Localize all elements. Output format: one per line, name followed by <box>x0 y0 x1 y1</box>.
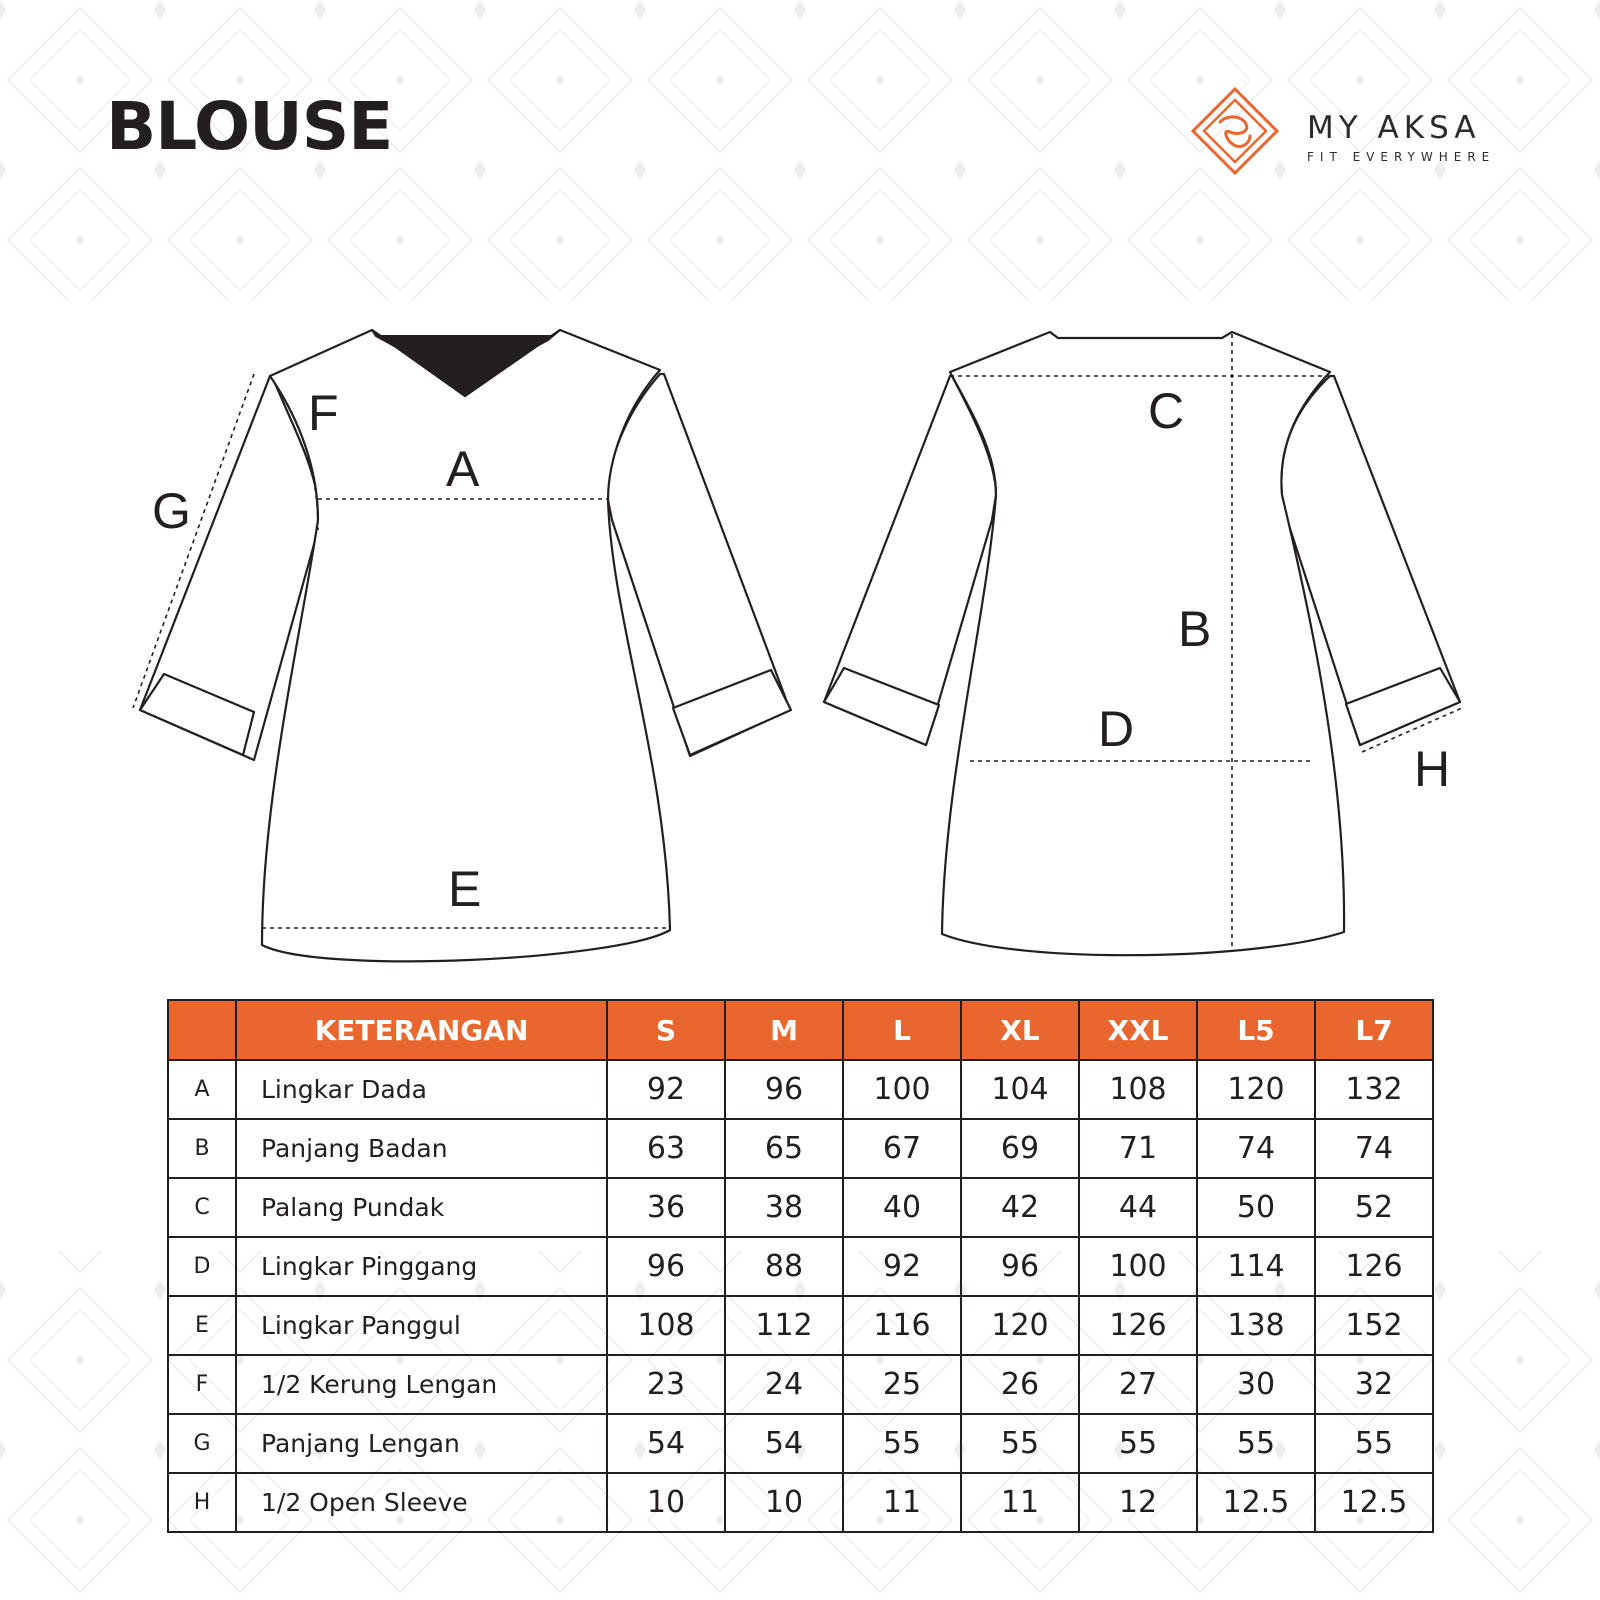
row-code: G <box>168 1414 236 1473</box>
row-value: 54 <box>725 1414 843 1473</box>
row-value: 23 <box>607 1355 725 1414</box>
row-value: 74 <box>1197 1119 1315 1178</box>
row-value: 114 <box>1197 1237 1315 1296</box>
row-value: 120 <box>1197 1060 1315 1119</box>
row-label: Lingkar Pinggang <box>236 1237 607 1296</box>
row-value: 12.5 <box>1315 1473 1433 1532</box>
row-code: C <box>168 1178 236 1237</box>
row-code: H <box>168 1473 236 1532</box>
row-value: 55 <box>843 1414 961 1473</box>
row-value: 55 <box>1197 1414 1315 1473</box>
label-e: E <box>448 861 482 917</box>
row-value: 12.5 <box>1197 1473 1315 1532</box>
header-description: KETERANGAN <box>236 1000 607 1060</box>
row-value: 55 <box>961 1414 1079 1473</box>
row-value: 108 <box>1079 1060 1197 1119</box>
row-value: 54 <box>607 1414 725 1473</box>
row-value: 96 <box>607 1237 725 1296</box>
row-label: 1/2 Open Sleeve <box>236 1473 607 1532</box>
row-value: 10 <box>725 1473 843 1532</box>
row-value: 126 <box>1315 1237 1433 1296</box>
row-value: 44 <box>1079 1178 1197 1237</box>
row-value: 12 <box>1079 1473 1197 1532</box>
brand-name: MY AKSA <box>1307 110 1481 146</box>
row-value: 120 <box>961 1296 1079 1355</box>
label-d: D <box>1098 701 1135 757</box>
row-value: 138 <box>1197 1296 1315 1355</box>
row-value: 96 <box>961 1237 1079 1296</box>
label-h: H <box>1414 741 1451 797</box>
size-chart-table <box>167 999 1434 1533</box>
header-size: M <box>725 1000 843 1060</box>
row-value: 36 <box>607 1178 725 1237</box>
row-value: 108 <box>607 1296 725 1355</box>
row-value: 132 <box>1315 1060 1433 1119</box>
row-value: 100 <box>1079 1237 1197 1296</box>
row-value: 63 <box>607 1119 725 1178</box>
row-value: 32 <box>1315 1355 1433 1414</box>
row-value: 116 <box>843 1296 961 1355</box>
table-row <box>168 1178 1433 1237</box>
row-value: 88 <box>725 1237 843 1296</box>
row-value: 65 <box>725 1119 843 1178</box>
label-a: A <box>446 441 480 497</box>
row-value: 42 <box>961 1178 1079 1237</box>
row-value: 11 <box>843 1473 961 1532</box>
row-label: Lingkar Panggul <box>236 1296 607 1355</box>
table-row <box>168 1119 1433 1178</box>
row-value: 26 <box>961 1355 1079 1414</box>
row-code: A <box>168 1060 236 1119</box>
row-value: 50 <box>1197 1178 1315 1237</box>
back-view <box>824 332 1462 955</box>
table-row <box>168 1060 1433 1119</box>
row-value: 74 <box>1315 1119 1433 1178</box>
table-row <box>168 1355 1433 1414</box>
row-value: 40 <box>843 1178 961 1237</box>
row-value: 92 <box>843 1237 961 1296</box>
label-b: B <box>1178 601 1212 657</box>
row-value: 100 <box>843 1060 961 1119</box>
row-code: D <box>168 1237 236 1296</box>
row-label: Panjang Lengan <box>236 1414 607 1473</box>
row-value: 71 <box>1079 1119 1197 1178</box>
header-size: XXL <box>1079 1000 1197 1060</box>
row-value: 152 <box>1315 1296 1433 1355</box>
header-code <box>168 1000 236 1060</box>
row-value: 112 <box>725 1296 843 1355</box>
header-size: L <box>843 1000 961 1060</box>
header-size: XL <box>961 1000 1079 1060</box>
row-value: 27 <box>1079 1355 1197 1414</box>
row-label: Palang Pundak <box>236 1178 607 1237</box>
label-c: C <box>1148 383 1185 439</box>
table-header-row <box>168 1000 1433 1060</box>
row-value: 11 <box>961 1473 1079 1532</box>
row-value: 126 <box>1079 1296 1197 1355</box>
label-f: F <box>308 385 339 441</box>
row-value: 38 <box>725 1178 843 1237</box>
table-row <box>168 1296 1433 1355</box>
label-g: G <box>152 483 191 539</box>
row-code: B <box>168 1119 236 1178</box>
row-label: Panjang Badan <box>236 1119 607 1178</box>
row-label: Lingkar Dada <box>236 1060 607 1119</box>
header-size: L7 <box>1315 1000 1433 1060</box>
table-row <box>168 1237 1433 1296</box>
row-value: 104 <box>961 1060 1079 1119</box>
row-value: 30 <box>1197 1355 1315 1414</box>
table-row <box>168 1473 1433 1532</box>
row-label: 1/2 Kerung Lengan <box>236 1355 607 1414</box>
row-value: 24 <box>725 1355 843 1414</box>
header-size: S <box>607 1000 725 1060</box>
brand-tagline: FIT EVERYWHERE <box>1307 150 1496 164</box>
back-body <box>942 332 1344 955</box>
row-value: 67 <box>843 1119 961 1178</box>
row-code: F <box>168 1355 236 1414</box>
row-value: 55 <box>1079 1414 1197 1473</box>
page-title: BLOUSE <box>106 88 393 165</box>
row-code: E <box>168 1296 236 1355</box>
row-value: 25 <box>843 1355 961 1414</box>
row-value: 96 <box>725 1060 843 1119</box>
row-value: 52 <box>1315 1178 1433 1237</box>
row-value: 92 <box>607 1060 725 1119</box>
row-value: 55 <box>1315 1414 1433 1473</box>
row-value: 10 <box>607 1473 725 1532</box>
row-value: 69 <box>961 1119 1079 1178</box>
header-size: L5 <box>1197 1000 1315 1060</box>
table-row <box>168 1414 1433 1473</box>
